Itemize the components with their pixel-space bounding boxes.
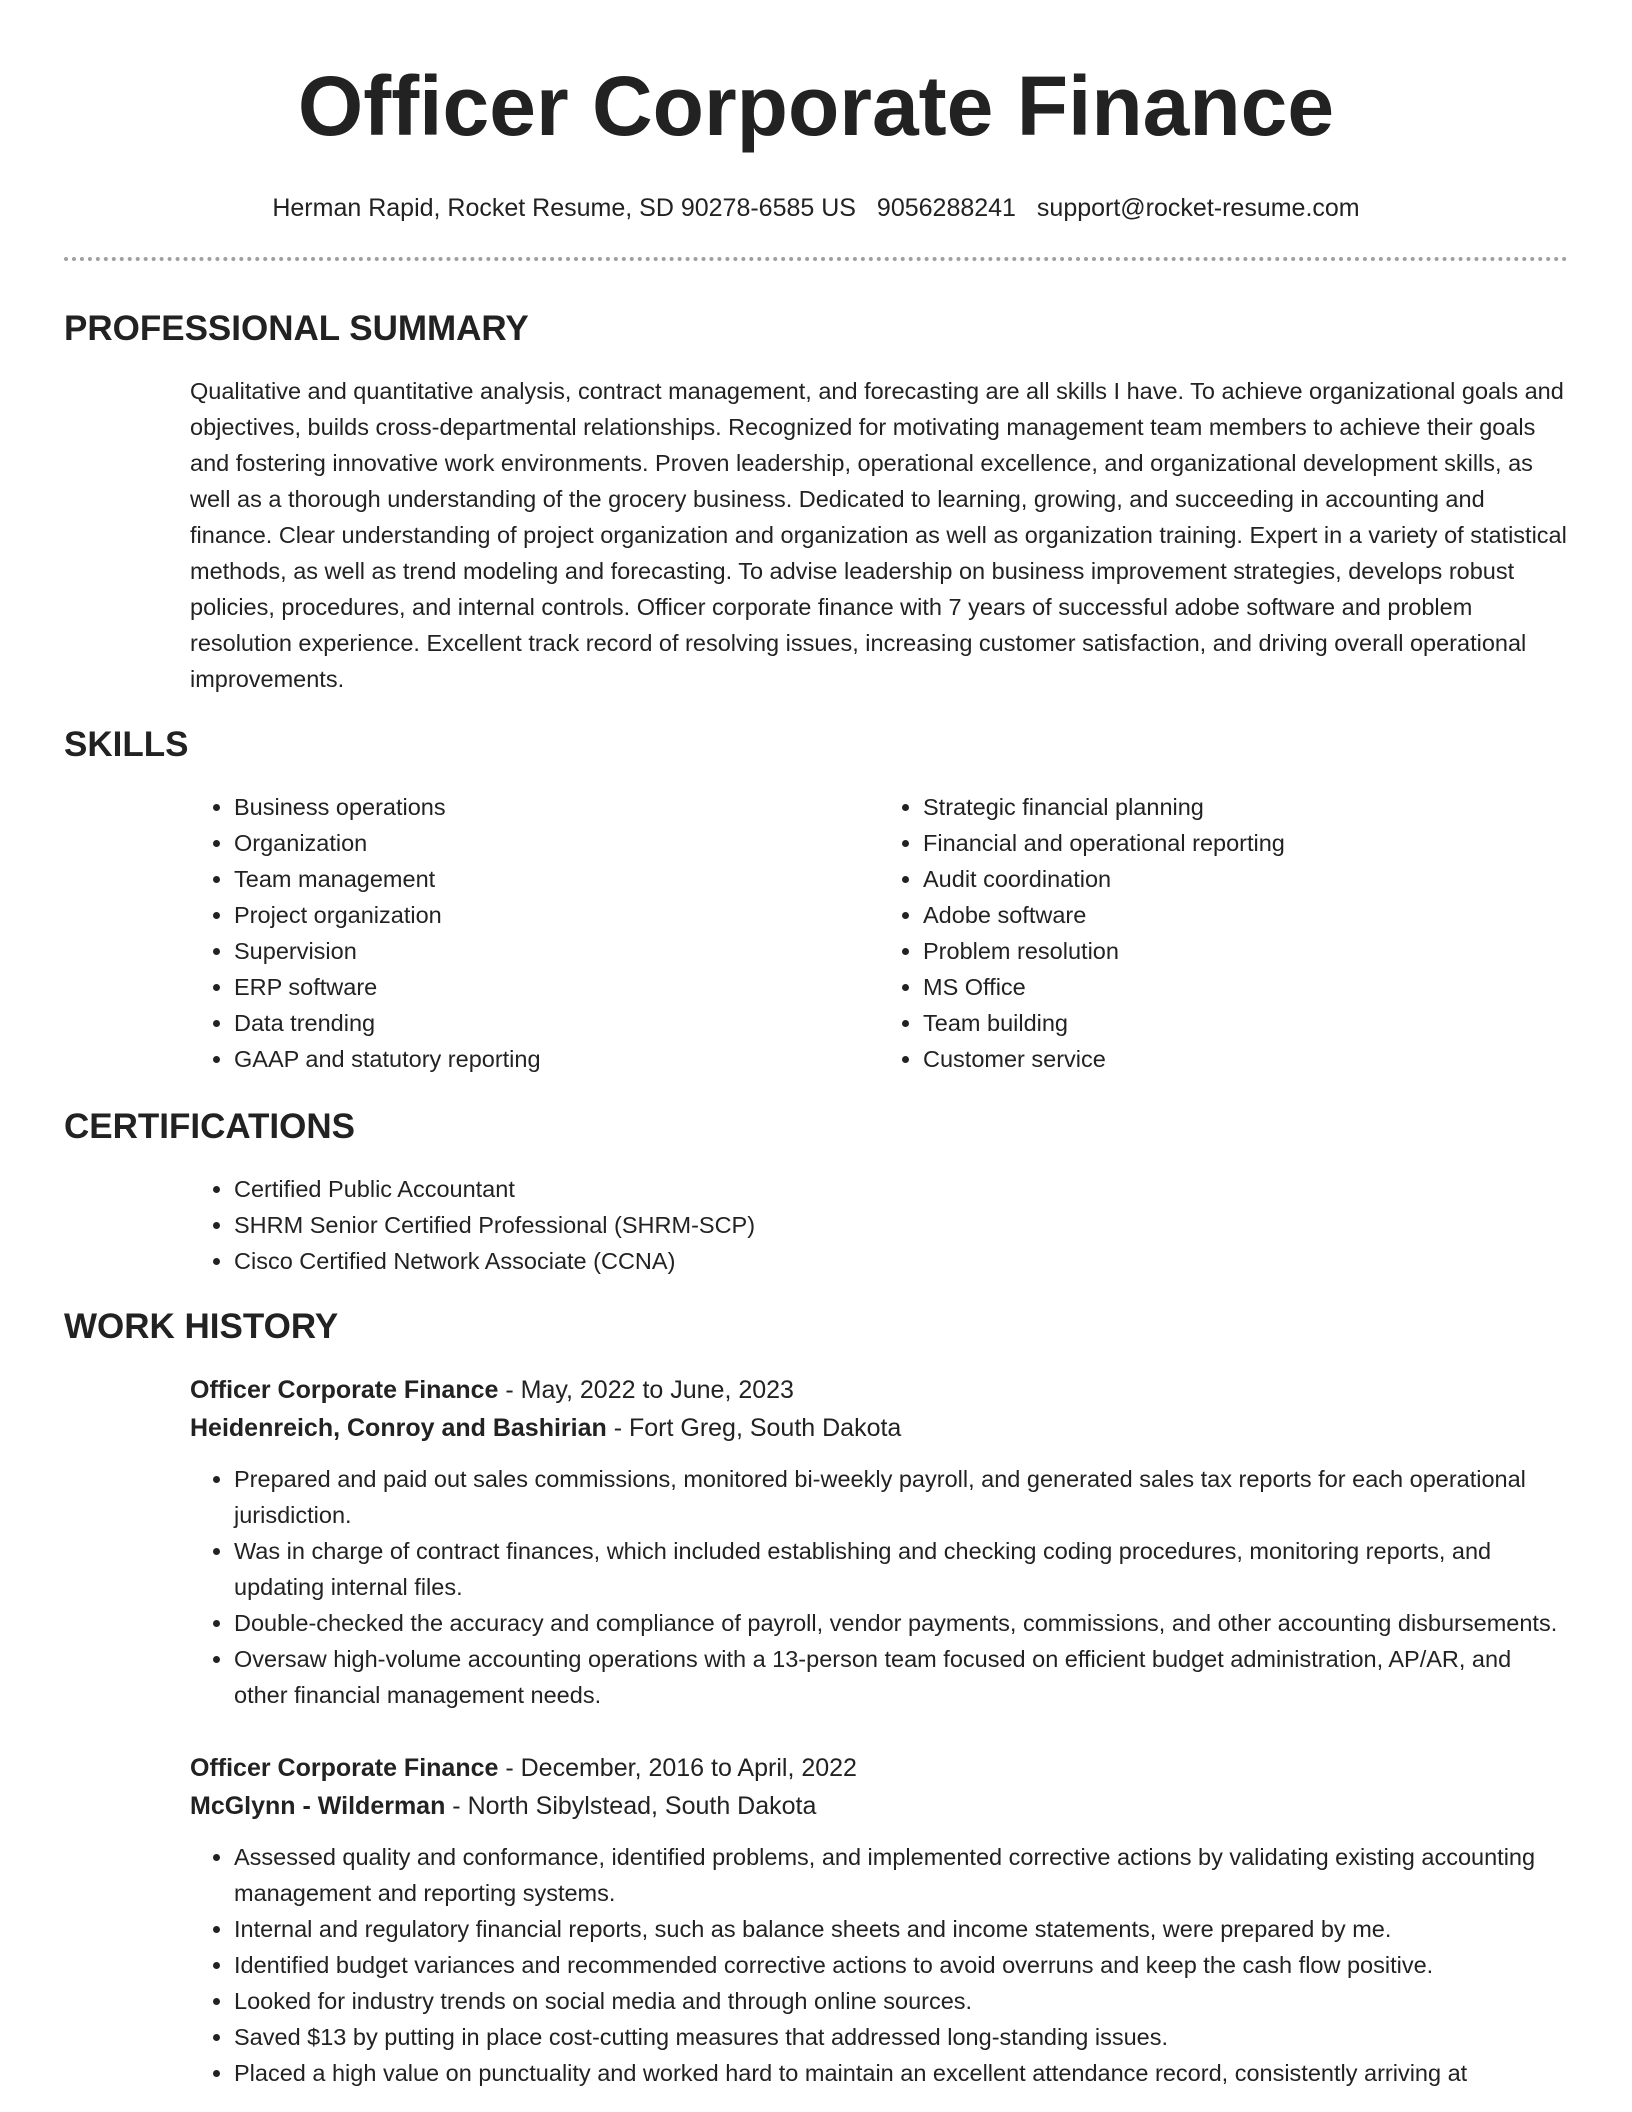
skill-item: • Customer service [923, 1041, 1568, 1077]
job-bullet: • Saved $13 by putting in place cost-cutting measures that addressed long-standing issues. [234, 2019, 1568, 2055]
resume-title: Officer Corporate Finance [297, 59, 1335, 153]
skills-heading: SKILLS [64, 725, 189, 764]
skill-item: • Supervision [234, 933, 879, 969]
job-title-line [190, 1749, 1568, 1787]
skill-item: • Problem resolution [923, 933, 1568, 969]
job-title-line [190, 1371, 1568, 1409]
job-company-line [190, 1409, 1568, 1447]
skill-item: • Audit coordination [923, 861, 1568, 897]
certification-item: • SHRM Senior Certified Professional (SHRM-SCP) [234, 1207, 1568, 1243]
job-bullets [190, 1461, 1568, 1713]
job-bullet: • Assessed quality and conformance, identified problems, and implemented corrective actions by validating existing accounting management and reporting systems. [234, 1839, 1568, 1911]
job-bullets [190, 1839, 1568, 2091]
skill-item: • Team management [234, 861, 879, 897]
skills-column-left [190, 789, 879, 1077]
skill-item: • Project organization [234, 897, 879, 933]
skill-item: • Data trending [234, 1005, 879, 1041]
contact-email: support@rocket-resume.com [1036, 194, 1360, 222]
skills-column-right [879, 789, 1568, 1077]
skill-item: • Strategic financial planning [923, 789, 1568, 825]
contact-line [64, 192, 1568, 224]
job-bullet: • Prepared and paid out sales commissions, monitored bi-weekly payroll, and generated sales tax reports for each operational jurisdiction. [234, 1461, 1568, 1533]
job-bullet: • Identified budget variances and recommended corrective actions to avoid overruns and keep the cash flow positive. [234, 1947, 1568, 1983]
job-company: Heidenreich, Conroy and Bashirian [190, 1414, 607, 1442]
skill-item: • Team building [923, 1005, 1568, 1041]
resume-page [64, 0, 1568, 2091]
skill-item: • ERP software [234, 969, 879, 1005]
skill-item: • Adobe software [923, 897, 1568, 933]
job-location: - Fort Greg, South Dakota [606, 1414, 902, 1442]
job-bullet: • Double-checked the accuracy and compliance of payroll, vendor payments, commissions, and other accounting disbursements. [234, 1605, 1568, 1641]
contact-phone: 9056288241 [876, 194, 1016, 222]
summary-heading: PROFESSIONAL SUMMARY [64, 309, 529, 348]
certifications-list [190, 1171, 1568, 1279]
skill-item: • Financial and operational reporting [923, 825, 1568, 861]
skill-item: • Business operations [234, 789, 879, 825]
summary-text: Qualitative and quantitative analysis, contract management, and forecasting are all skills I have. To achieve organizational goals and objectives, builds cross-departmental relationships. Recognized for motivating management team members to achieve their goals and fostering innovative work environments. Proven leadership, operational excellence, and organizational development skills, as well as a thorough understanding of the grocery business. Dedicated to learning, growing, and succeeding in accounting and finance. Clear understanding of project organization and organization as well as organization training. Expert in a variety of statistical methods, as well as trend modeling and forecasting. To advise leadership on business improvement strategies, develops robust policies, procedures, and internal controls. Officer corporate finance with 7 years of successful adobe software and problem resolution experience. Excellent track record of resolving issues, increasing customer satisfaction, and driving overall operational improvements. [190, 378, 1567, 692]
job-entry [190, 1371, 1568, 1713]
job-company: McGlynn - Wilderman [190, 1792, 446, 1820]
job-bullet: • Placed a high value on punctuality and worked hard to maintain an excellent attendance record, consistently arriving at [234, 2055, 1568, 2091]
contact-address: Herman Rapid, Rocket Resume, SD 90278-6585 US [272, 194, 856, 222]
certifications-heading: CERTIFICATIONS [64, 1107, 356, 1146]
skills-list [190, 789, 1568, 1077]
skill-item: • GAAP and statutory reporting [234, 1041, 879, 1077]
job-title: Officer Corporate Finance [190, 1376, 499, 1404]
job-bullet: • Looked for industry trends on social media and through online sources. [234, 1983, 1568, 2019]
work-history-heading: WORK HISTORY [64, 1307, 339, 1346]
job-location: - North Sibylstead, South Dakota [445, 1792, 817, 1820]
skill-item: • Organization [234, 825, 879, 861]
job-dates: - May, 2022 to June, 2023 [498, 1376, 794, 1404]
job-dates: - December, 2016 to April, 2022 [498, 1754, 857, 1782]
skill-item: • MS Office [923, 969, 1568, 1005]
header-divider [64, 257, 1568, 261]
certification-item: • Cisco Certified Network Associate (CCNA) [234, 1243, 1568, 1279]
job-bullet: • Was in charge of contract finances, which included establishing and checking coding procedures, monitoring reports, and updating internal files. [234, 1533, 1568, 1605]
job-title: Officer Corporate Finance [190, 1754, 499, 1782]
job-bullet: • Oversaw high-volume accounting operations with a 13-person team focused on efficient budget administration, AP/AR, and other financial management needs. [234, 1641, 1568, 1713]
certification-item: • Certified Public Accountant [234, 1171, 1568, 1207]
job-bullet: • Internal and regulatory financial reports, such as balance sheets and income statements, were prepared by me. [234, 1911, 1568, 1947]
job-entry [190, 1749, 1568, 2091]
job-company-line [190, 1787, 1568, 1825]
